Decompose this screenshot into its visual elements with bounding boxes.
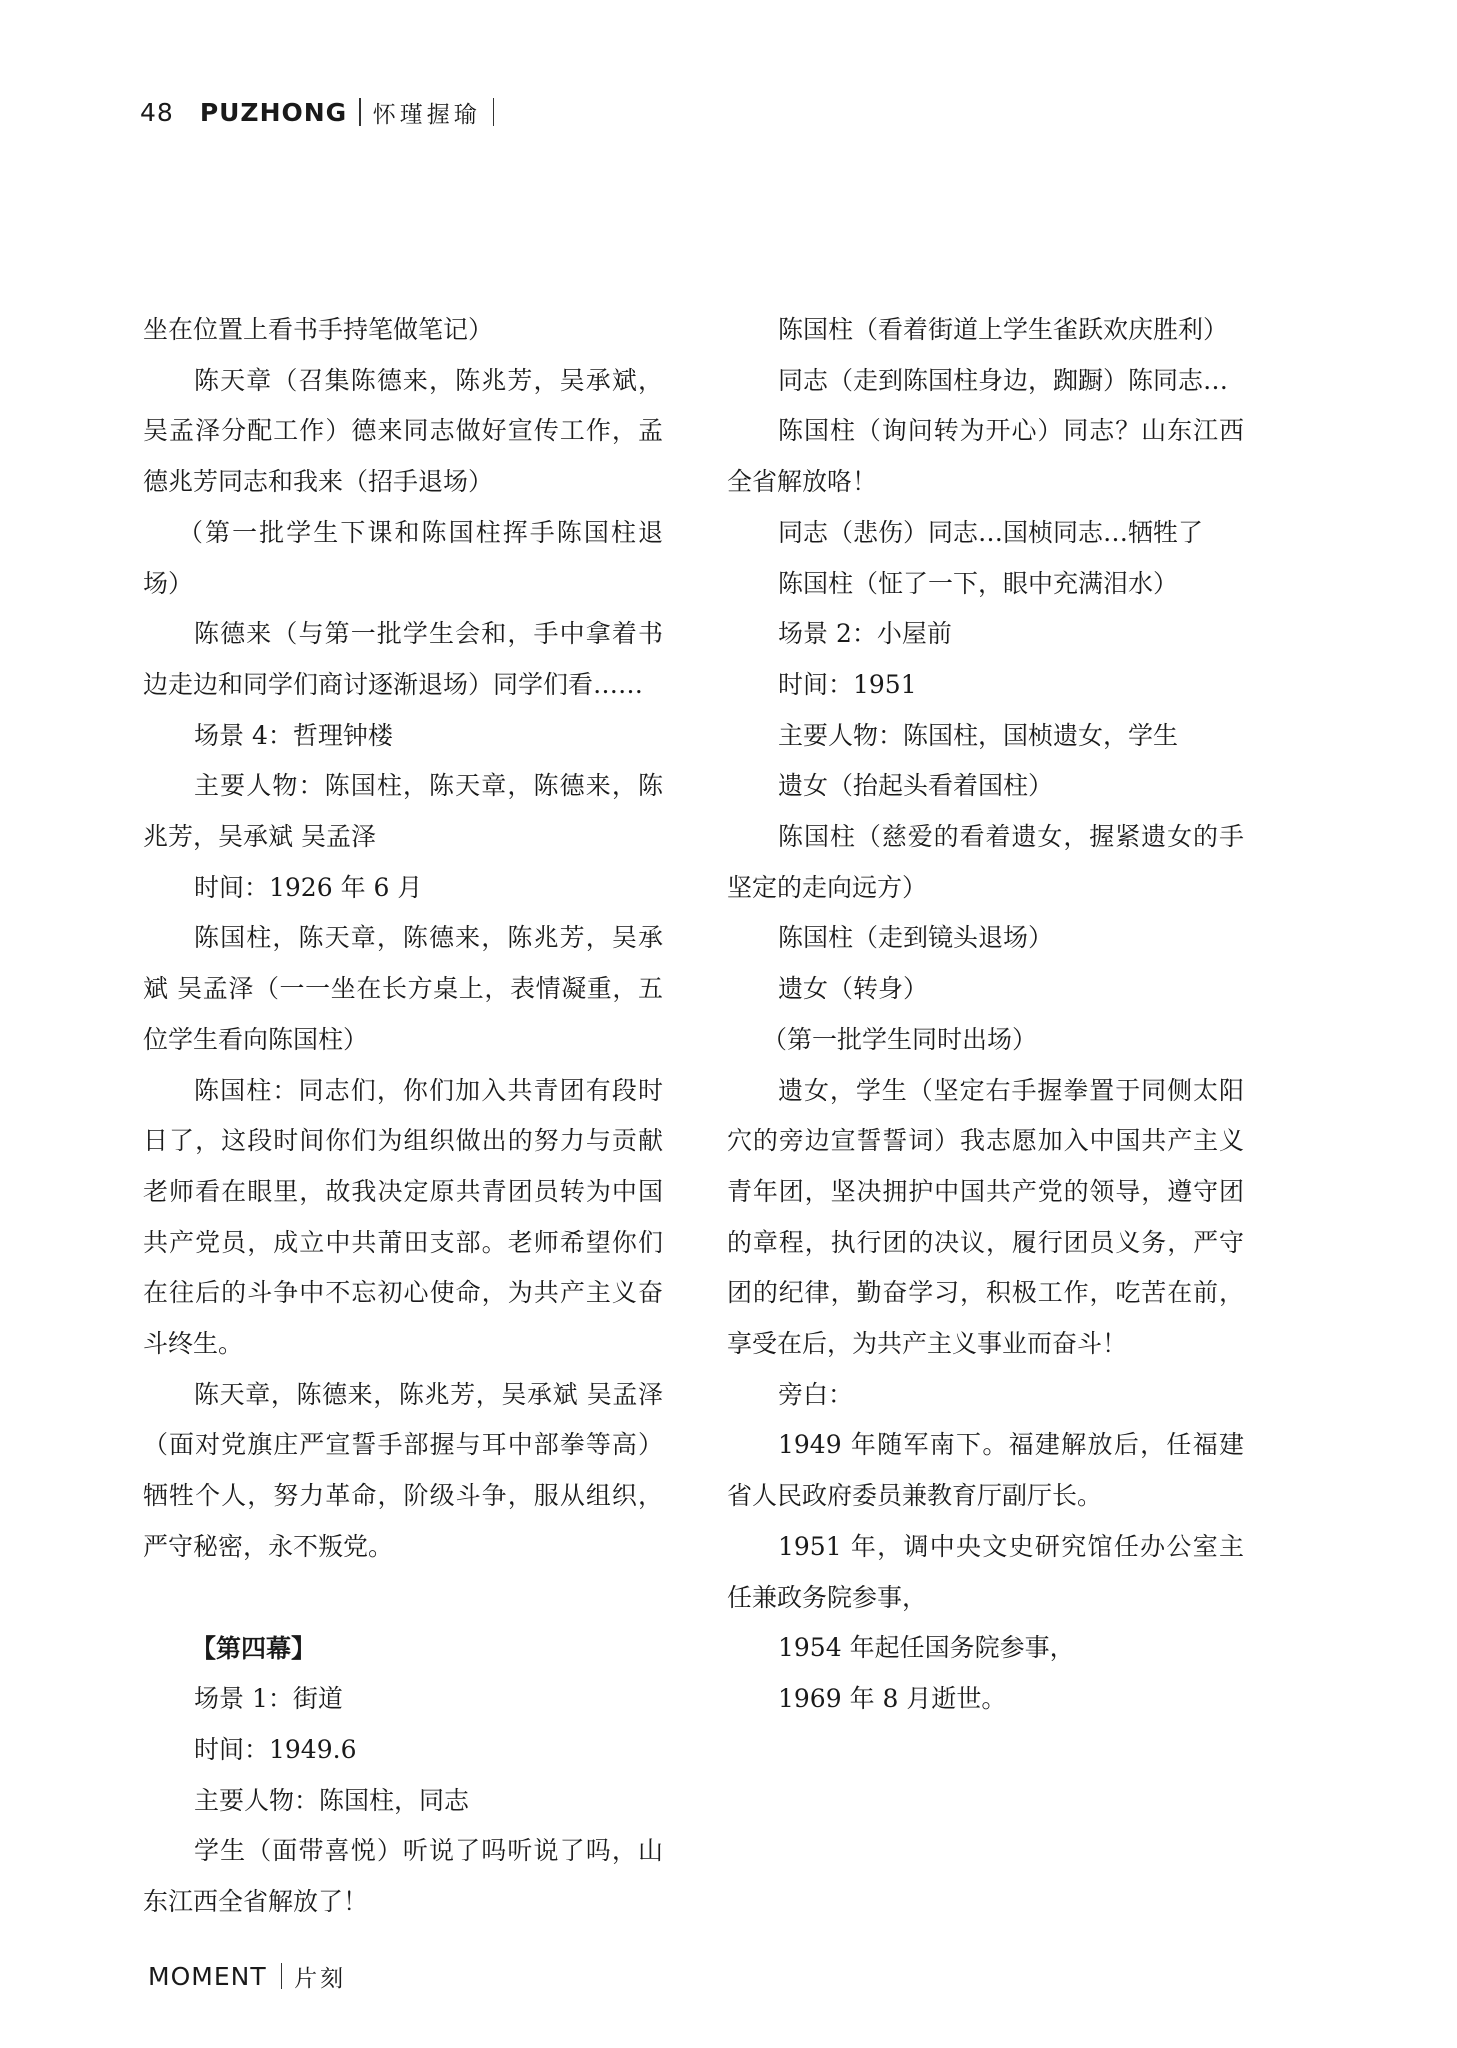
paragraph: 同志（悲伤）同志…国桢同志…牺牲了 [778,517,1204,547]
paragraph: 遗女（转身） [778,974,929,1004]
footer-divider [281,1963,283,1989]
scene-heading: 场景 2：小屋前 [778,619,952,649]
paragraph: 遗女，学生（坚定右手握拳置于同侧太阳穴的旁边宣誓誓词）我志愿加入中国共产主义青年团，坚决拥护中国共产党的领导，遵守团的章程，执行团的决议，履行团员义务，严守团的纪律，勤奋学习，积极工作，吃苦在前，享受在后，为共产主义事业而奋斗！ [727,1075,1244,1359]
footer-section: 片刻 [294,1965,347,1992]
section-title: 怀瑾握瑜 [372,101,481,128]
paragraph: 陈国柱（询问转为开心）同志？山东江西全省解放咯！ [727,416,1244,497]
paragraph: 陈国柱（看着街道上学生雀跃欢庆胜利） [778,315,1229,344]
page-number: 48 [140,97,174,127]
paragraph: 1954 年起任国务院参事， [778,1633,1075,1663]
header-divider [359,98,361,126]
paragraph: 陈天章，陈德来，陈兆芳，吴承斌 吴孟泽（面对党旗庄严宣誓手部握与耳中部拳等高）牺牲个人，努力革命，阶级斗争，服从组织，严守秘密，永不叛党。 [143,1379,663,1561]
time-line: 时间：1949.6 [194,1734,357,1764]
spacer [143,1573,663,1624]
paragraph: 陈国柱，陈天章，陈德来，陈兆芳，吴承斌 吴孟泽（一一坐在长方桌上，表情凝重，五位学生看向陈国柱） [143,923,663,1054]
paragraph: 陈国柱（慈爱的看着遗女，握紧遗女的手坚定的走向远方） [727,822,1244,902]
paragraph: 1949 年随军南下。福建解放后，任福建省人民政府委员兼教育厅副厅长。 [727,1430,1244,1511]
scene-heading: 场景 1：街道 [194,1684,343,1714]
paragraph: 1951 年，调中央文史研究馆任办公室主任兼政务院参事， [727,1531,1244,1612]
paragraph: 陈德来（与第一批学生会和，手中拿着书边走边和同学们商讨逐渐退场）同学们看…… [143,619,663,699]
stage-direction: （第一批学生下课和陈国柱挥手陈国柱退场） [143,517,663,598]
paragraph: 学生（面带喜悦）听说了吗听说了吗，山东江西全省解放了！ [143,1836,663,1917]
paragraph: 1969 年 8 月逝世。 [778,1683,1007,1713]
characters-line: 主要人物：陈国柱，国桢遗女，学生 [778,720,1179,750]
paragraph: 陈国柱（走到镜头退场） [778,923,1054,953]
magazine-name: MOMENT [148,1961,267,1991]
paragraph: 陈国柱（怔了一下，眼中充满泪水） [778,568,1179,598]
paragraph: 陈天章（召集陈德来，陈兆芳，吴承斌，吴孟泽分配工作）德来同志做好宣传工作，孟德兆芳同志和我来（招手退场） [143,365,663,497]
page-header [140,92,506,132]
right-column [727,305,1244,1725]
characters-line: 主要人物：陈国柱，同志 [194,1785,470,1815]
narration-label: 旁白： [778,1379,854,1409]
time-line: 时间：1951 [778,669,917,699]
left-column [143,305,663,1928]
stage-direction: （第一批学生同时出场） [762,1024,1038,1054]
brand-name: PUZHONG [199,97,348,127]
act-title: 【第四幕】 [191,1633,317,1663]
paragraph: 陈国柱：同志们，你们加入共青团有段时日了，这段时间你们为组织做出的努力与贡献老师看在眼里，故我决定原共青团员转为中国共产党员，成立中共莆田支部。老师希望你们在往后的斗争中不忘初心使命，为共产主义奋斗终生。 [143,1075,663,1359]
scene-heading: 场景 4：哲理钟楼 [194,720,393,750]
paragraph: 坐在位置上看书手持笔做笔记） [143,315,494,344]
time-line: 时间：1926 年 6 月 [194,872,423,902]
paragraph: 同志（走到陈国柱身边，踟蹰）陈同志… [778,365,1229,395]
page-footer [148,1958,346,1994]
header-divider-end [493,98,495,126]
characters-line: 主要人物：陈国柱，陈天章，陈德来，陈兆芳，吴承斌 吴孟泽 [143,771,663,852]
paragraph: 遗女（抬起头看着国柱） [778,771,1054,801]
